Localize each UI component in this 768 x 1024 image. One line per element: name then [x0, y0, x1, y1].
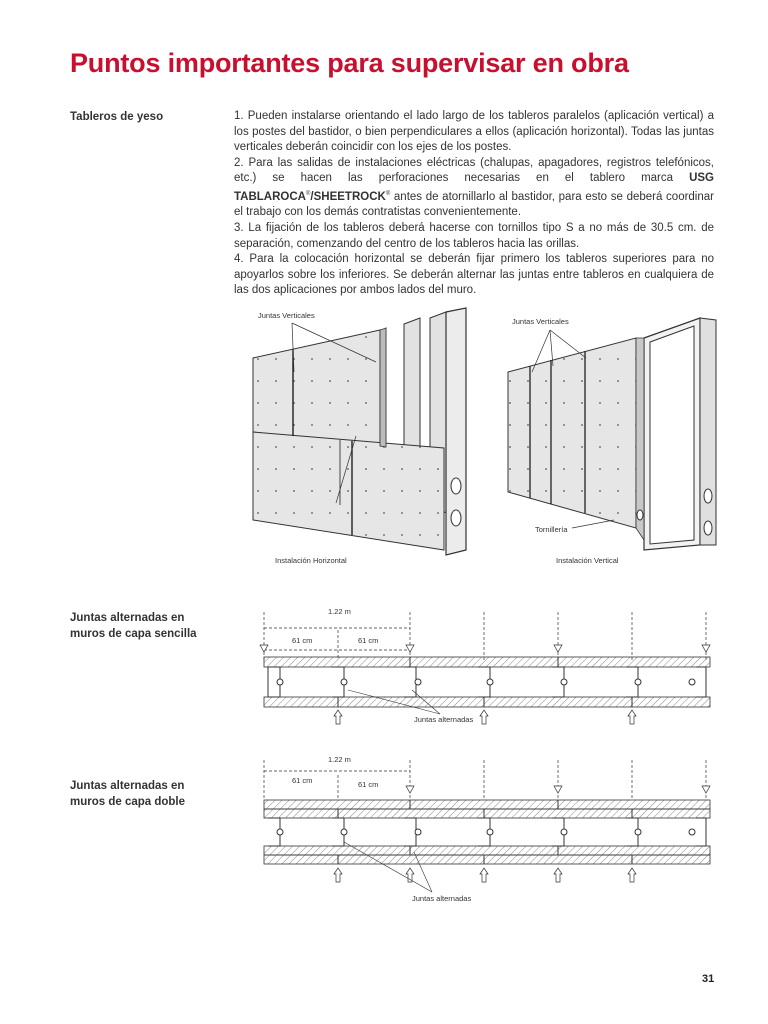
- page-number: 31: [702, 973, 715, 985]
- horizontal-installation-drawing: [253, 308, 466, 555]
- brand-name-1: USG TABLAROCA: [234, 172, 714, 203]
- double-half-dim-1: 61 cm: [292, 776, 313, 785]
- section-label-tableros: Tableros de yeso: [70, 111, 164, 123]
- vertical-installation-drawing: [508, 318, 716, 550]
- double-label-line-2: muros de capa doble: [70, 796, 186, 808]
- paragraph-2-end: antes de atornillarlo al bastidor, para esto se deberá coordinar el trabajo con los demás contratistas convenientemente.: [234, 190, 714, 219]
- left-joints-label: Juntas Verticales: [258, 311, 315, 320]
- single-joints-label: Juntas alternadas: [414, 715, 474, 724]
- registered-mark-2: ®: [385, 190, 391, 197]
- paragraph-3: 3. La fijación de los tableros deberá hacerse con tornillos tipo S a no más de 30.5 cm. de separación, comenzando del centro de los tableros hacia las orillas.: [234, 221, 714, 250]
- page-title: Puntos importantes para supervisar en obra: [70, 48, 629, 78]
- double-joints-label: Juntas alternadas: [412, 894, 472, 903]
- paragraph-1: 1. Pueden instalarse orientando el lado largo de los tableros paralelos (aplicación vertical) a los postes del bastidor, o bien perpendiculares a ellos (aplicación horizontal). Todas las juntas verticales deberán coincidir con los ejes de los postes.: [234, 110, 714, 154]
- single-half-dim-1: 61 cm: [292, 636, 313, 645]
- single-label-line-2: muros de capa sencilla: [70, 628, 197, 640]
- single-half-dim-2: 61 cm: [358, 636, 379, 645]
- single-layer-section-drawing: [260, 612, 710, 724]
- double-label-line-1: Juntas alternadas en: [70, 780, 185, 792]
- double-layer-section-drawing: [264, 760, 710, 892]
- screws-label: Tornillería: [535, 525, 568, 534]
- brand-name-2: /SHEETROCK: [310, 190, 386, 203]
- right-joints-label: Juntas Verticales: [512, 317, 569, 326]
- section-label-single: [70, 610, 230, 642]
- right-caption: Instalación Vertical: [556, 556, 619, 565]
- double-total-dim: 1.22 m: [328, 755, 351, 764]
- left-caption: Instalación Horizontal: [275, 556, 347, 565]
- double-half-dim-2: 61 cm: [358, 780, 379, 789]
- paragraph-2-start: 2. Para las salidas de instalaciones eléctricas (chalupas, apagadores, registros telefónicos, etc.) se hacen las perforaciones necesarias en el tablero marca: [234, 156, 714, 185]
- single-label-line-1: Juntas alternadas en: [70, 612, 185, 624]
- section-label-double: [70, 778, 230, 810]
- registered-mark-1: ®: [305, 190, 311, 197]
- paragraph-4: 4. Para la colocación horizontal se deberán fijar primero los tableros superiores para no apoyarlos sobre los inferiores. Se deberán alternar las juntas entre tableros en cualquiera de las dos aplicaciones por ambos lados del muro.: [234, 253, 714, 297]
- single-total-dim: 1.22 m: [328, 607, 351, 616]
